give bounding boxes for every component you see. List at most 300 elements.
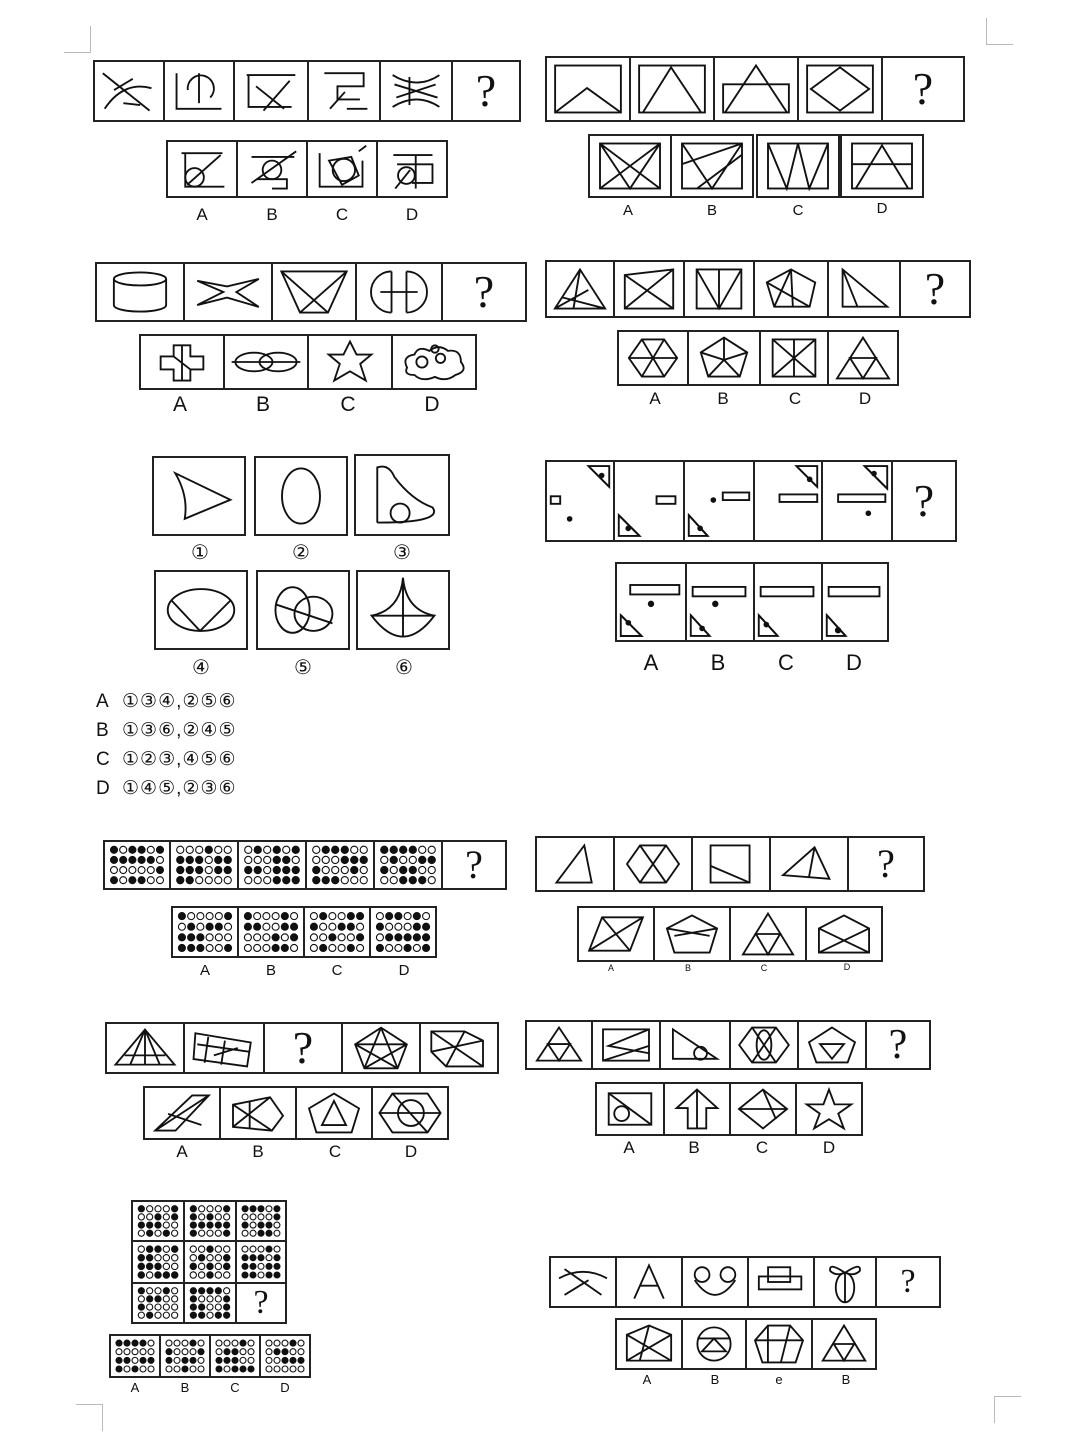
grid-dot [138, 1312, 144, 1318]
grid-dot [124, 1349, 130, 1355]
figure-number: ③ [393, 542, 411, 564]
grid-dot [174, 1366, 180, 1372]
figure-glyph [235, 62, 307, 120]
option-glyph [617, 1320, 681, 1368]
grid-dot [225, 913, 232, 920]
figure-glyph [185, 1024, 263, 1072]
option-cell[interactable] [236, 140, 308, 198]
option-cell[interactable] [663, 1082, 731, 1136]
grid-dot [244, 944, 251, 951]
dot-grid [237, 1242, 285, 1282]
option-cell[interactable] [295, 1086, 373, 1140]
grid-dot [351, 877, 358, 884]
option-cell[interactable] [827, 330, 899, 386]
grid-dot [263, 923, 270, 930]
figure-cell [683, 460, 755, 542]
grid-dot [360, 877, 367, 884]
grid-dot [224, 1288, 230, 1294]
grid-dot [190, 1357, 196, 1363]
grid-dot [376, 944, 383, 951]
figure-glyph [593, 1022, 659, 1068]
figure-glyph [615, 262, 683, 316]
grid-dot [198, 1246, 204, 1252]
grid-dot [155, 1246, 161, 1252]
grid-dot [313, 877, 320, 884]
grid-dot [206, 934, 213, 941]
grid-dot [254, 923, 261, 930]
figure-cell [169, 840, 239, 890]
grid-dot [266, 1366, 272, 1372]
grid-dot [197, 913, 204, 920]
grid-dot [281, 934, 288, 941]
dot-grid [239, 908, 303, 956]
grid-dot [254, 913, 261, 920]
grid-dot [148, 1340, 154, 1346]
option-cell[interactable] [209, 1334, 261, 1378]
grid-dot [258, 1230, 264, 1236]
option-glyph [823, 564, 887, 640]
grid-dot [205, 866, 212, 873]
dot-grid [237, 1202, 285, 1240]
option-label: A [623, 1138, 635, 1157]
option-cell[interactable] [376, 140, 448, 198]
figure-cell [613, 260, 685, 318]
question-mark: ? [473, 266, 495, 317]
grid-dot [381, 866, 388, 873]
grid-dot [172, 1304, 178, 1310]
grid-dot [190, 1366, 196, 1372]
grid-dot [216, 1357, 222, 1363]
figure-glyph [683, 1258, 747, 1306]
grid-dot [313, 856, 320, 863]
option-label: B [710, 650, 726, 675]
option-cell[interactable] [821, 562, 889, 642]
option-label: D [846, 650, 862, 675]
grid-dot [274, 1366, 280, 1372]
grid-dot [182, 1349, 188, 1355]
grid-dot [381, 877, 388, 884]
grid-dot [409, 846, 416, 853]
grid-dot [254, 934, 261, 941]
grid-dot [386, 913, 393, 920]
answer-option[interactable] [96, 748, 236, 771]
figure-cell [797, 56, 883, 122]
option-cell[interactable] [259, 1334, 311, 1378]
figure-cell [256, 570, 350, 650]
dot-grid [171, 842, 237, 888]
figure-cell [271, 262, 357, 322]
grid-dot [172, 1230, 178, 1236]
grid-dot [224, 1214, 230, 1220]
grid-dot [248, 1349, 254, 1355]
grid-dot [245, 866, 252, 873]
option-cell[interactable] [753, 562, 823, 642]
option-label: D [822, 1138, 836, 1157]
grid-dot [215, 866, 222, 873]
option-label: C [335, 205, 349, 224]
grid-dot [244, 923, 251, 930]
grid-dot [207, 1263, 213, 1269]
grid-dot [206, 923, 213, 930]
grid-dot [258, 1222, 264, 1228]
option-cell[interactable] [759, 330, 829, 386]
grid-dot [322, 846, 329, 853]
grid-dot [400, 866, 407, 873]
option-glyph [617, 564, 685, 640]
grid-dot [413, 923, 420, 930]
option-cell[interactable] [795, 1082, 863, 1136]
question-mark: ? [253, 1284, 269, 1321]
grid-dot [283, 866, 290, 873]
option-cell[interactable] [159, 1334, 211, 1378]
grid-dot [298, 1357, 304, 1363]
figure-glyph [823, 462, 891, 540]
answer-option[interactable] [96, 777, 236, 800]
option-cell[interactable] [577, 906, 655, 962]
option-cell[interactable] [805, 906, 883, 962]
option-cell[interactable] [171, 906, 239, 958]
grid-dot [199, 1288, 205, 1294]
option-cell[interactable] [219, 1086, 297, 1140]
grid-dot [172, 1222, 178, 1228]
grid-dot [163, 1288, 169, 1294]
answer-option[interactable] [96, 719, 236, 742]
option-label: B [252, 1142, 264, 1161]
option-cell[interactable] [615, 1318, 683, 1370]
grid-dot [258, 1255, 264, 1261]
option-cell[interactable] [306, 140, 378, 198]
grid-dot [190, 1222, 196, 1228]
grid-dot [250, 1272, 256, 1278]
figure-glyph [693, 838, 769, 890]
option-label: B [684, 963, 691, 973]
grid-dot [147, 1230, 153, 1236]
grid-dot [224, 1349, 230, 1355]
dot-grid [133, 1202, 183, 1240]
grid-dot [116, 1340, 122, 1346]
grid-dot [190, 1312, 196, 1318]
option-cell[interactable] [588, 134, 672, 198]
option-glyph [829, 332, 897, 384]
grid-dot [245, 846, 252, 853]
option-glyph [731, 908, 805, 960]
grid-dot [292, 877, 299, 884]
grid-dot [138, 1296, 144, 1302]
grid-dot [224, 1246, 230, 1252]
option-cell[interactable] [745, 1318, 813, 1370]
option-cell[interactable] [303, 906, 371, 958]
option-cell[interactable] [595, 1082, 665, 1136]
question-mark: ? [475, 65, 497, 116]
grid-dot [157, 846, 164, 853]
option-glyph [807, 908, 881, 960]
grid-dot [215, 856, 222, 863]
figure-cell [615, 1256, 683, 1308]
grid-dot [155, 1255, 161, 1261]
grid-dot [216, 1349, 222, 1355]
answer-option[interactable] [96, 690, 236, 713]
grid-dot [116, 1349, 122, 1355]
grid-dot [266, 1349, 272, 1355]
figure-glyph [381, 62, 451, 120]
grid-dot [155, 1296, 161, 1302]
figure-cell [254, 456, 348, 536]
dot-grid [133, 1242, 183, 1282]
grid-dot [155, 1272, 161, 1278]
grid-dot [338, 923, 345, 930]
option-label: A [642, 1372, 652, 1387]
grid-dot [207, 1246, 213, 1252]
grid-dot [290, 1349, 296, 1355]
grid-dot [242, 1263, 248, 1269]
grid-dot [376, 913, 383, 920]
grid-dot [390, 856, 397, 863]
grid-dot [140, 1366, 146, 1372]
grid-dot [224, 1272, 230, 1278]
grid-dot [281, 913, 288, 920]
grid-dot [199, 1206, 205, 1212]
grid-dot [146, 1255, 152, 1261]
grid-dot [283, 856, 290, 863]
option-label: A [176, 1142, 188, 1161]
grid-dot [274, 1255, 280, 1261]
grid-dot [124, 1366, 130, 1372]
figure-glyph [421, 1024, 497, 1072]
option-glyph [747, 1320, 811, 1368]
option-cell[interactable] [237, 906, 305, 958]
grid-dot [274, 1263, 280, 1269]
grid-dot [347, 923, 354, 930]
figure-glyph [357, 264, 441, 320]
grid-dot [273, 856, 280, 863]
grid-dot [199, 1312, 205, 1318]
figure-cell [237, 840, 307, 890]
option-cell[interactable] [615, 562, 687, 642]
option-cell[interactable] [166, 140, 238, 198]
grid-dot [190, 1214, 196, 1220]
dot-grid [173, 908, 237, 956]
grid-dot [198, 1272, 204, 1278]
question-mark-cell [263, 1022, 343, 1074]
grid-dot [215, 1246, 221, 1252]
option-cell[interactable] [369, 906, 437, 958]
option-cell[interactable] [307, 334, 393, 390]
grid-dot [332, 877, 339, 884]
grid-dot [138, 846, 145, 853]
option-glyph [308, 142, 376, 196]
grid-dot [138, 1214, 144, 1220]
grid-dot [163, 1206, 169, 1212]
grid-dot [147, 1206, 153, 1212]
option-cell[interactable] [756, 134, 840, 198]
dot-grid [133, 1284, 183, 1322]
grid-dot [224, 866, 231, 873]
grid-dot [186, 846, 193, 853]
grid-dot [215, 877, 222, 884]
grid-dot [264, 877, 271, 884]
grid-dot [155, 1288, 161, 1294]
figure-glyph [185, 264, 271, 320]
grid-dot [172, 1296, 178, 1302]
grid-dot [190, 1349, 196, 1355]
option-cell[interactable] [670, 134, 754, 198]
grid-dot [116, 1357, 122, 1363]
grid-dot [273, 877, 280, 884]
grid-dot [206, 944, 213, 951]
grid-dot [120, 856, 127, 863]
dot-grid [375, 842, 441, 888]
figure-glyph [165, 62, 233, 120]
option-glyph [731, 1084, 795, 1134]
grid-dot [196, 877, 203, 884]
option-cell[interactable] [371, 1086, 449, 1140]
grid-dot [198, 1255, 204, 1261]
dot-grid [211, 1336, 259, 1376]
grid-dot [290, 1366, 296, 1372]
grid-dot [215, 1230, 221, 1236]
question-mark: ? [877, 841, 895, 886]
figure-cell [747, 1256, 815, 1308]
grid-dot [266, 1214, 272, 1220]
grid-dot [147, 877, 154, 884]
grid-dot [428, 866, 435, 873]
grid-dot [341, 846, 348, 853]
grid-dot [291, 923, 298, 930]
grid-dot [329, 934, 336, 941]
grid-dot [258, 1272, 264, 1278]
grid-dot [290, 1357, 296, 1363]
figure-cell [813, 1256, 877, 1308]
option-cell[interactable] [681, 1318, 747, 1370]
option-cell[interactable] [729, 906, 807, 962]
option-cell[interactable] [143, 1086, 221, 1140]
grid-dot [404, 944, 411, 951]
option-glyph [221, 1088, 295, 1138]
corner-mark [64, 26, 91, 53]
grid-dot [120, 846, 127, 853]
grid-dot [148, 1366, 154, 1372]
grid-dot [329, 923, 336, 930]
grid-dot [163, 1304, 169, 1310]
grid-dot [390, 866, 397, 873]
grid-dot [174, 1340, 180, 1346]
grid-dot [163, 1214, 169, 1220]
option-cell[interactable] [729, 1082, 797, 1136]
grid-dot [198, 1366, 204, 1372]
grid-dot [282, 1340, 288, 1346]
option-cell[interactable] [617, 330, 689, 386]
option-label: B [710, 1372, 720, 1387]
grid-dot [404, 934, 411, 941]
option-cell[interactable] [840, 134, 924, 198]
grid-dot [322, 866, 329, 873]
option-glyph [655, 908, 729, 960]
option-glyph [597, 1084, 663, 1134]
question-mark-cell [451, 60, 521, 122]
option-cell[interactable] [685, 562, 755, 642]
option-label: D [405, 205, 419, 224]
grid-dot [224, 877, 231, 884]
option-label: D [858, 389, 872, 408]
grid-dot [207, 1312, 213, 1318]
grid-dot [172, 1214, 178, 1220]
grid-dot [163, 1272, 169, 1278]
grid-dot [351, 846, 358, 853]
option-glyph [225, 336, 307, 388]
figure-cell [769, 836, 849, 892]
figure-glyph [715, 58, 797, 120]
grid-dot [419, 866, 426, 873]
option-cell[interactable] [687, 330, 761, 386]
grid-dot [376, 934, 383, 941]
grid-dot [215, 923, 222, 930]
option-cell[interactable] [391, 334, 477, 390]
dot-grid [239, 842, 305, 888]
figure-cell [613, 836, 693, 892]
question-mark: ? [465, 842, 483, 887]
option-cell[interactable] [139, 334, 225, 390]
figure-cell [545, 260, 615, 318]
grid-dot [199, 1222, 205, 1228]
figure-number: ① [191, 542, 209, 564]
grid-dot [264, 866, 271, 873]
question-mark: ? [912, 63, 934, 114]
figure-cell [93, 60, 165, 122]
figure-glyph [685, 262, 753, 316]
figure-glyph [815, 1258, 875, 1306]
figure-cell [305, 840, 375, 890]
grid-dot [298, 1340, 304, 1346]
dot-grid [185, 1284, 235, 1322]
figure-glyph [551, 1258, 615, 1306]
grid-dot [240, 1366, 246, 1372]
option-cell[interactable] [223, 334, 309, 390]
option-glyph [683, 1320, 745, 1368]
grid-dot [196, 846, 203, 853]
option-label: B [255, 393, 270, 416]
option-label: B [265, 962, 276, 979]
figure-glyph [755, 262, 827, 316]
grid-dot [182, 1340, 188, 1346]
grid-dot [166, 1366, 172, 1372]
grid-dot [138, 1222, 144, 1228]
grid-dot [423, 913, 430, 920]
dot-grid [185, 1202, 235, 1240]
option-glyph [687, 564, 753, 640]
option-cell[interactable] [811, 1318, 877, 1370]
grid-dot [254, 856, 261, 863]
grid-dot [116, 1366, 122, 1372]
grid-dot [386, 923, 393, 930]
grid-dot [409, 866, 416, 873]
option-cell[interactable] [109, 1334, 161, 1378]
option-cell[interactable] [653, 906, 731, 962]
figure-cell [629, 56, 715, 122]
figure-cell [131, 1282, 185, 1324]
option-label: C [331, 962, 343, 979]
grid-dot [124, 1357, 130, 1363]
grid-dot [322, 856, 329, 863]
grid-dot [177, 856, 184, 863]
option-label: D [280, 1380, 290, 1395]
figure-glyph [273, 264, 355, 320]
grid-dot [258, 1214, 264, 1220]
grid-dot [138, 856, 145, 863]
grid-dot [254, 877, 261, 884]
question-mark: ? [924, 263, 946, 314]
grid-dot [274, 1246, 280, 1252]
grid-dot [190, 1230, 196, 1236]
